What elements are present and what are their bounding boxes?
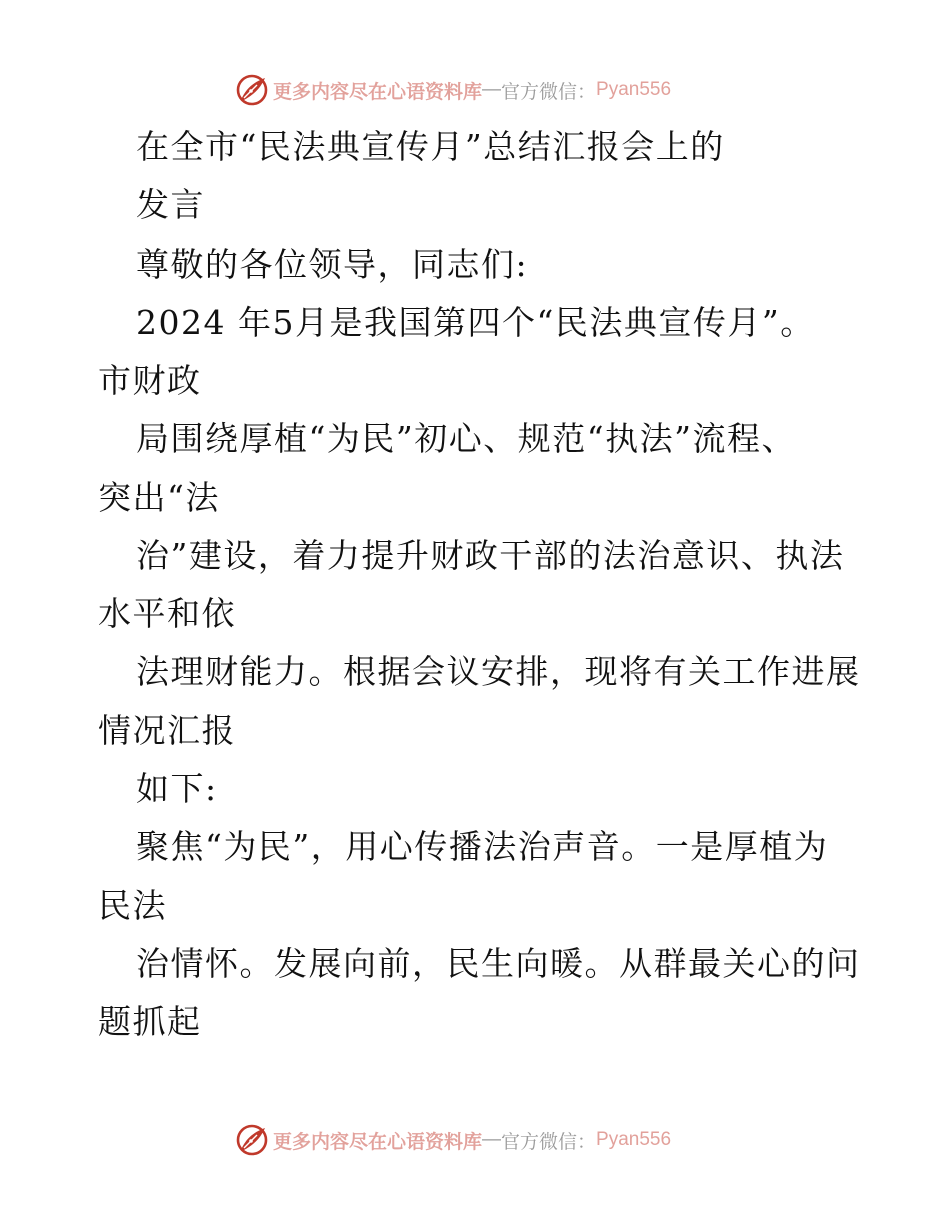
pen-nib-logo-icon [235, 73, 269, 107]
text-line: 题抓起 [98, 1002, 202, 1041]
banner-official-label: 官方微信： [501, 1130, 597, 1153]
banner-separator: — [482, 1129, 502, 1150]
text-line: 法理财能力。根据会议安排，现将有关工作进展 [136, 652, 861, 691]
banner-separator: — [482, 79, 502, 100]
text-line: 民法 [98, 886, 167, 925]
header-banner[interactable] [235, 72, 715, 108]
text-line: 聚焦“为民”，用心传播法治声音。一是厚植为 [136, 827, 829, 866]
text-line: 发言 [136, 185, 205, 224]
banner-site-name: 更多内容尽在心语资料库 [273, 80, 483, 103]
text-line: 2024 年5月是我国第四个“民法典宣传月”。 [136, 303, 815, 342]
text-line: 情况汇报 [98, 711, 236, 750]
text-line: 局围绕厚植“为民”初心、规范“执法”流程、 [136, 419, 796, 458]
text-line: 市财政 [98, 361, 202, 400]
banner-wechat-handle: Pyan556 [596, 79, 672, 100]
banner-site-name: 更多内容尽在心语资料库 [273, 1130, 483, 1153]
text-line: 如下: [136, 769, 218, 808]
text-line: 治”建设，着力提升财政干部的法治意识、执法 [136, 536, 845, 575]
footer-banner[interactable] [235, 1122, 715, 1158]
text-line: 在全市“民法典宣传月”总结汇报会上的 [136, 127, 725, 166]
text-line: 尊敬的各位领导，同志们: [136, 245, 529, 284]
text-line: 突出“法 [98, 478, 220, 517]
text-line: 水平和依 [98, 594, 236, 633]
banner-official-label: 官方微信： [501, 80, 597, 103]
text-line: 治情怀。发展向前，民生向暖。从群最关心的问 [136, 944, 861, 983]
banner-wechat-handle: Pyan556 [596, 1129, 672, 1150]
pen-nib-logo-icon [235, 1123, 269, 1157]
